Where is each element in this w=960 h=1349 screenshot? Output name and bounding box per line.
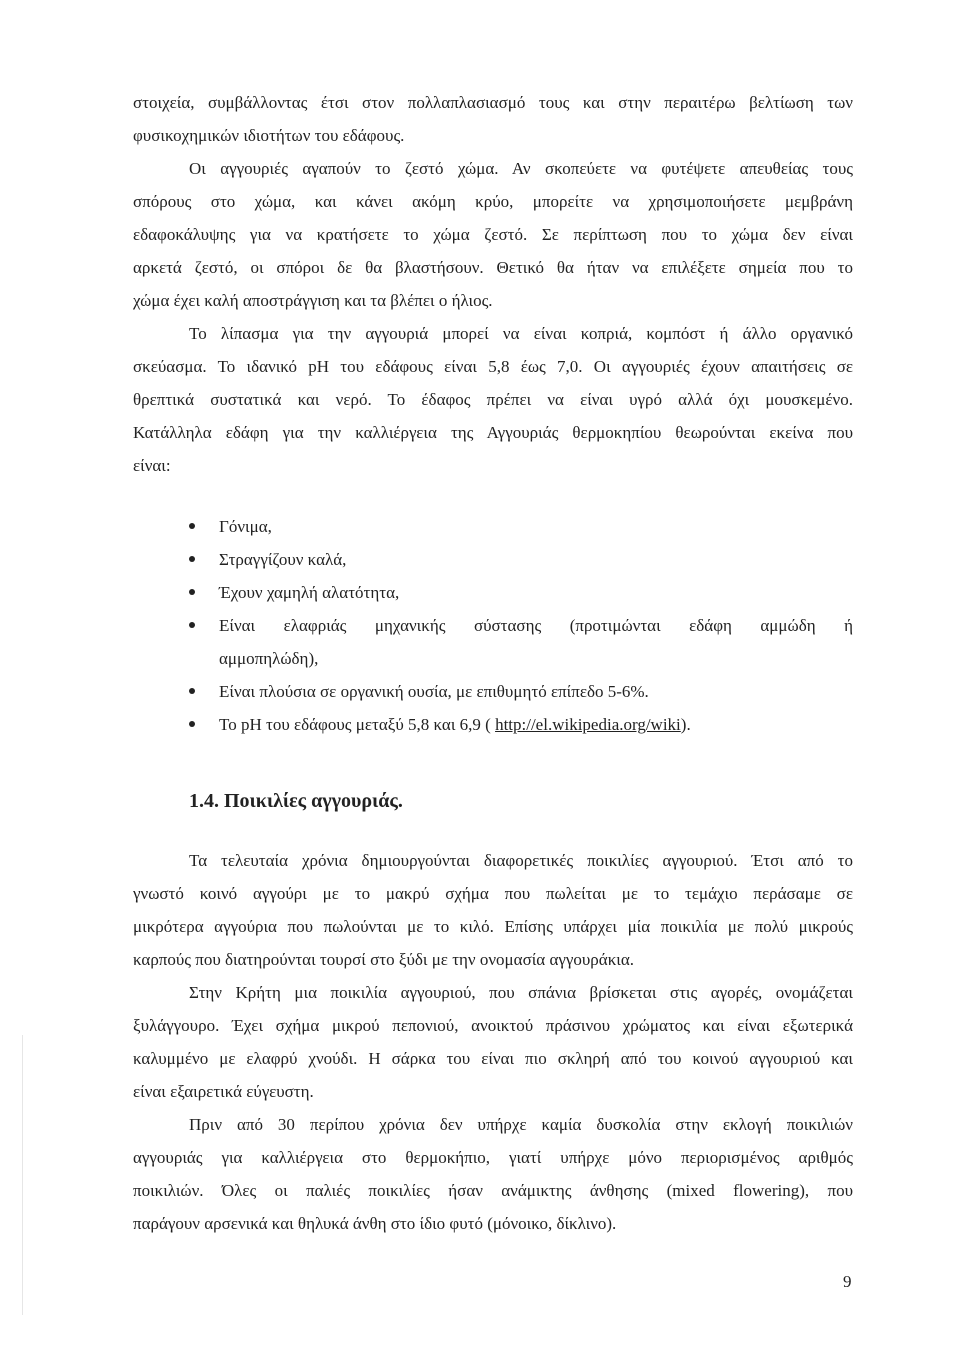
paragraph-varieties xyxy=(133,844,853,976)
text-line: ξυλάγγουρο. Έχει σχήμα μικρού πεπονιού, ανοικτού πράσινου χρώματος και είναι εξωτερικά xyxy=(133,1016,853,1035)
paragraph-history xyxy=(133,1108,853,1240)
text-line: γνωστό κοινό αγγούρι με το μακρύ σχήμα που πωλείται με το τεμάχιο περάσαμε σε xyxy=(133,884,853,903)
text-line: Τα τελευταία χρόνια δημιουργούνται διαφορετικές ποικιλίες αγγουριού. Έτσι από το xyxy=(189,851,853,870)
bullet-icon xyxy=(189,589,195,595)
text-line: Το λίπασμα για την αγγουριά μπορεί να είναι κοπριά, κομπόστ ή άλλο οργανικό xyxy=(189,324,853,343)
list-item-text: αμμοπηλώδη), xyxy=(219,649,319,668)
text-line: Στην Κρήτη μια ποικιλία αγγουριού, που σπάνια βρίσκεται στις αγορές, ονομάζεται xyxy=(189,983,853,1002)
paragraph-crete xyxy=(133,976,853,1108)
paragraph-warm-soil xyxy=(133,152,853,317)
text-line: Οι αγγουριές αγαπούν το ζεστό χώμα. Αν σκοπεύετε να φυτέψετε απευθείας τους xyxy=(189,159,853,178)
text-line: αγγουριάς για καλλιέργεια στο θερμοκήπιο, γιατί υπήρχε μόνο περιορισμένος αριθμός xyxy=(133,1148,853,1167)
text-line: σκεύασμα. Το ιδανικό pH του εδάφους είναι 5,8 έως 7,0. Οι αγγουριές έχουν απαιτήσεις σε xyxy=(133,357,853,376)
margin-scan-line xyxy=(22,1035,23,1315)
list-item xyxy=(133,543,853,576)
ph-range-text: Το pH του εδάφους μεταξύ 5,8 και 6,9 ( xyxy=(219,715,496,734)
soil-criteria-list xyxy=(133,510,853,741)
wikipedia-link[interactable]: http://el.wikipedia.org/wiki xyxy=(495,715,681,734)
list-item xyxy=(133,609,853,675)
text-line: χώμα έχει καλή αποστράγγιση και τα βλέπει ο ήλιος. xyxy=(133,291,493,310)
text-line: καρπούς που διατηρούνται τουρσί στο ξύδι με την ονομασία αγγουράκια. xyxy=(133,950,634,969)
paragraph-continuation xyxy=(133,86,853,152)
text-line: είναι: xyxy=(133,456,171,475)
list-item-text: Γόνιμα, xyxy=(219,517,272,536)
text-line: ποικιλιών. Όλες οι παλιές ποικιλίες ήσαν ανάμικτης άνθησης (mixed flowering), που xyxy=(133,1181,853,1200)
text-line: στοιχεία, συμβάλλοντας έτσι στον πολλαπλασιασμό τους και στην περαιτέρω βελτίωση των xyxy=(133,93,853,112)
text-line: Πριν από 30 περίπου χρόνια δεν υπήρχε καμία δυσκολία στην εκλογή ποικιλιών xyxy=(189,1115,853,1134)
text-line: αρκετά ζεστό, οι σπόροι δε θα βλαστήσουν. Θετικό θα ήταν να επιλέξετε σημεία που το xyxy=(133,258,853,277)
text-line: Κατάλληλα εδάφη για την καλλιέργεια της Αγγουριάς θερμοκηπίου θεωρούνται εκείνα που xyxy=(133,423,853,442)
bullet-icon xyxy=(189,688,195,694)
list-item-text: Στραγγίζουν καλά, xyxy=(219,550,347,569)
list-item xyxy=(133,576,853,609)
section-heading: 1.4. Ποικιλίες αγγουριάς. xyxy=(189,790,403,812)
list-item-text: Είναι ελαφριάς μηχανικής σύστασης (προτιμώνται εδάφη αμμώδη ή xyxy=(219,616,853,635)
text-line: καλυμμένο με ελαφρύ χνούδι. Η σάρκα του είναι πιο σκληρή από του κοινού αγγουριού και xyxy=(133,1049,853,1068)
text-line: είναι εξαιρετικά εύγευστη. xyxy=(133,1082,314,1101)
list-item xyxy=(133,510,853,543)
bullet-icon xyxy=(189,523,195,529)
list-item-text xyxy=(219,708,853,741)
list-item xyxy=(133,708,853,741)
text-line: φυσικοχημικών ιδιοτήτων του εδάφους. xyxy=(133,126,405,145)
closing-text: ). xyxy=(680,715,691,734)
bullet-icon xyxy=(189,622,195,628)
list-item-text: Έχουν χαμηλή αλατότητα, xyxy=(219,583,400,602)
text-line: εδαφοκάλυψης για να κρατήσετε το χώμα ζεστό. Σε περίπτωση που το χώμα δεν είναι xyxy=(133,225,853,244)
bullet-icon xyxy=(189,721,195,727)
document-page xyxy=(133,86,853,1240)
paragraph-fertilizer xyxy=(133,317,853,482)
bullet-icon xyxy=(189,556,195,562)
page-number: 9 xyxy=(843,1272,852,1291)
list-item-text: Είναι πλούσια σε οργανική ουσία, με επιθυμητό επίπεδο 5-6%. xyxy=(219,682,649,701)
text-line: θρεπτικά συστατικά και νερό. Το έδαφος πρέπει να είναι υγρό αλλά όχι μουσκεμένο. xyxy=(133,390,853,409)
text-line: μικρότερα αγγούρια που πωλούνται με το κιλό. Επίσης υπάρχει μία ποικιλία με πολύ μικρούς xyxy=(133,917,853,936)
text-line: σπόρους στο χώμα, και κάνει ακόμη κρύο, μπορείτε να χρησιμοποιήσετε μεμβράνη xyxy=(133,192,853,211)
text-line: παράγουν αρσενικά και θηλυκά άνθη στο ίδιο φυτό (μόνοικο, δίκλινο). xyxy=(133,1214,617,1233)
list-item xyxy=(133,675,853,708)
